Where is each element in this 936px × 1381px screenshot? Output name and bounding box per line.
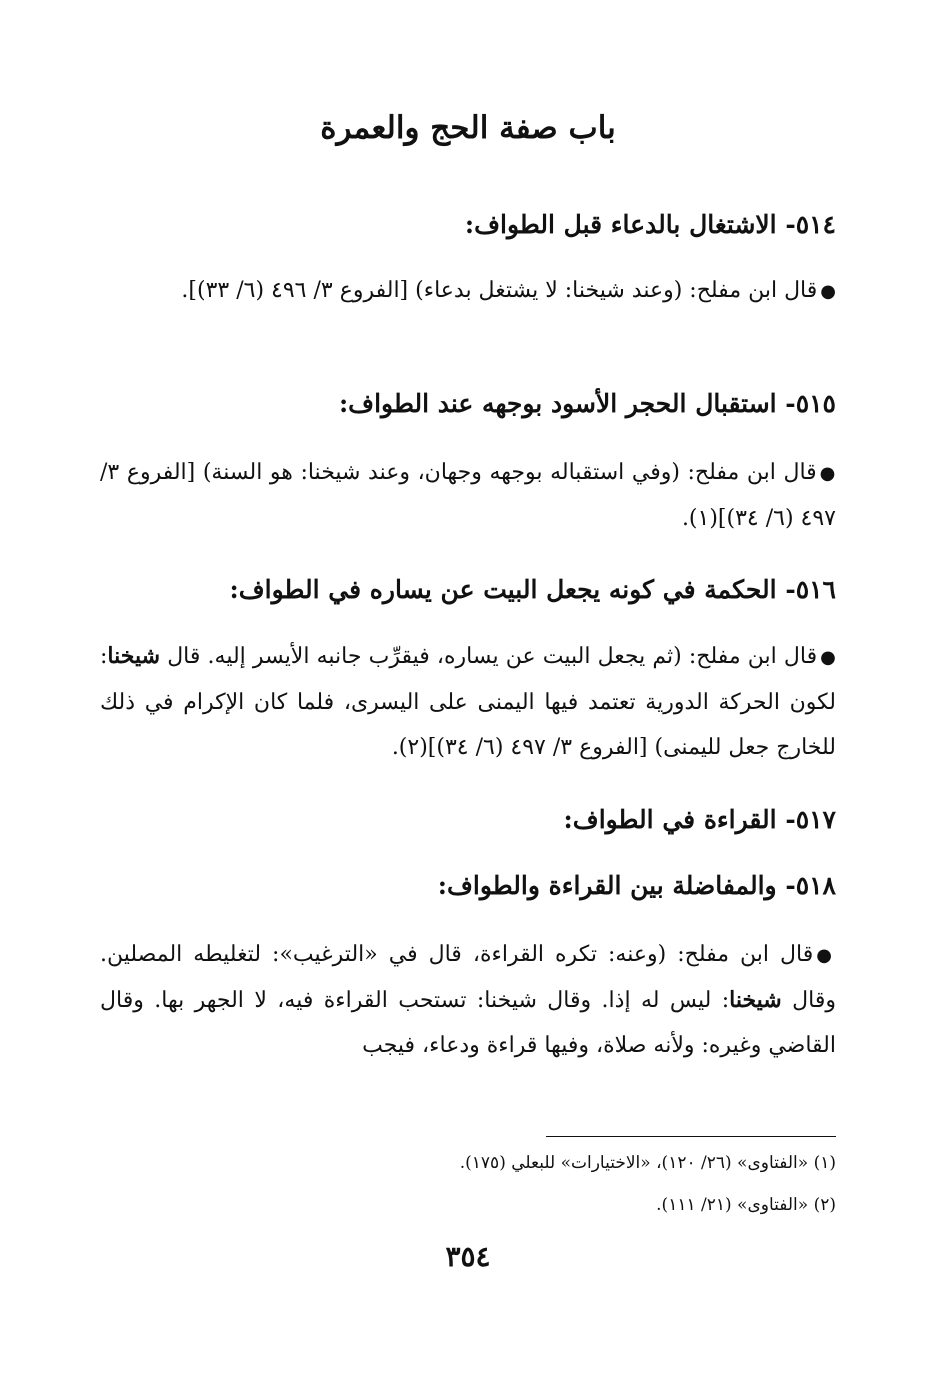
paragraph-text: قال ابن مفلح: (وعنه: تكره القراءة، قال في «الترغيب»: لتغليطه المصلين. وقال [100,942,836,1013]
sheikh-term: شيخنا [729,987,782,1013]
section-heading-515: ٥١٥- استقبال الحجر الأسود بوجهه عند الطواف: [338,389,836,418]
section-heading-518: ٥١٨- والمفاضلة بين القراءة والطواف: [437,871,836,900]
paragraph-516 [100,634,836,770]
bullet: ● [820,647,836,668]
bullet: ● [819,463,836,484]
book-page [100,0,836,1381]
paragraph-514 [100,268,836,314]
paragraph-text: : ليس له إذا. وقال شيخنا: تستحب القراءة فيه، لا الجهر بها. وقال القاضي وغيره: ولأنه صلاة، وفيها قراءة ودعاء، فيجب [100,988,836,1058]
bullet: ● [820,281,836,302]
page-number: ٣٥٤ [445,1240,491,1273]
chapter-title: باب صفة الحج والعمرة [320,110,616,146]
section-heading-517: ٥١٧- القراءة في الطواف: [563,805,836,834]
footnote-1: (١) «الفتاوى» (٢٦/ ١٢٠)، «الاختيارات» للبعلي (١٧٥). [459,1153,836,1173]
paragraph-text: : لكون الحركة الدورية تعتمد فيها اليمنى على اليسرى، فلما كان الإكرام في ذلك للخارج جعل لليمنى) [الفروع ٣/ ٤٩٧ (٦/ ٣٤)](٢). [100,644,836,760]
section-heading-514: ٥١٤- الاشتغال بالدعاء قبل الطواف: [464,210,836,239]
footnote-divider [546,1136,836,1137]
paragraph-515 [100,450,836,541]
sheikh-term: شيخنا [107,643,161,669]
section-heading-516: ٥١٦- الحكمة في كونه يجعل البيت عن يساره في الطواف: [229,575,836,604]
paragraph-text: قال ابن مفلح: (وفي استقباله بوجهه وجهان، وعند شيخنا: هو السنة) [الفروع ٣/ ٤٩٧ (٦/ ٣٤)](١). [100,460,836,531]
bullet: ● [816,945,836,966]
paragraph-518 [100,932,836,1068]
footnote-2: (٢) «الفتاوى» (٢١/ ١١١). [656,1195,836,1215]
paragraph-text: قال ابن مفلح: (وعند شيخنا: لا يشتغل بدعاء) [الفروع ٣/ ٤٩٦ (٦/ ٣٣)]. [181,278,818,303]
paragraph-text: قال ابن مفلح: (ثم يجعل البيت عن يساره، فيقرِّب جانبه الأيسر إليه. قال [160,644,818,669]
